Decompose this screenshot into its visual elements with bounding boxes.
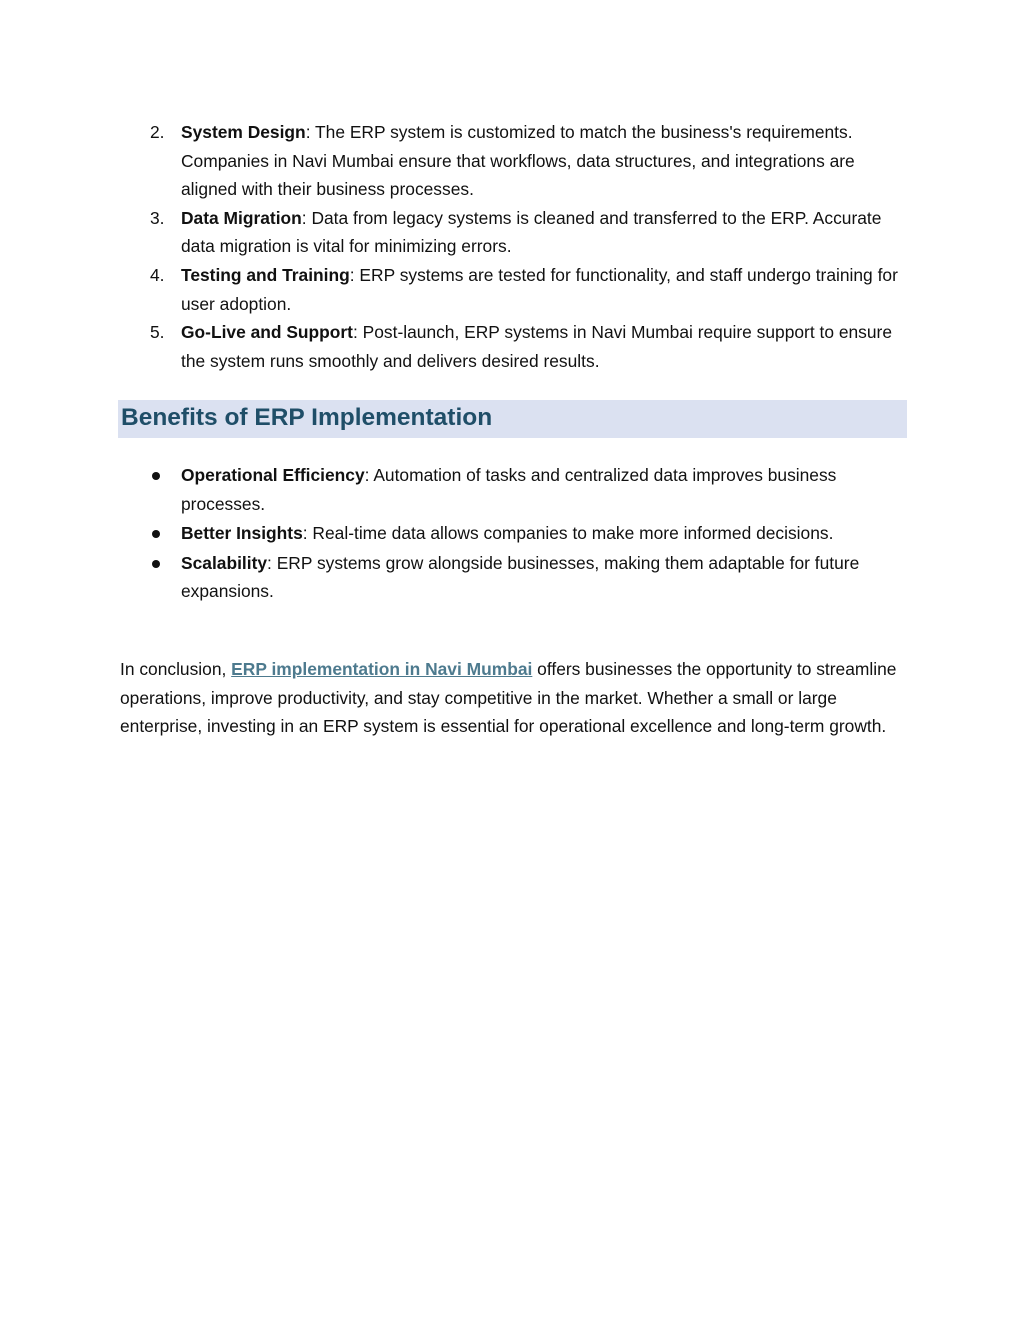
step-term: Testing and Training: [181, 264, 350, 285]
step-number: 3.: [150, 207, 165, 228]
bullet-icon: [152, 530, 160, 538]
benefit-description: : ERP systems grow alongside businesses, making them adaptable for future expansions.: [181, 552, 860, 602]
benefit-item-scalability: [120, 549, 910, 606]
conclusion-paragraph: [120, 655, 910, 741]
bullet-icon: [152, 472, 160, 480]
benefit-term: Scalability: [181, 552, 268, 573]
erp-implementation-link[interactable]: ERP implementation in Navi Mumbai: [231, 659, 533, 679]
step-description: : ERP systems are tested for functionality, and staff undergo training for user adoption.: [181, 264, 898, 314]
conclusion-text-end: offers businesses the opportunity to streamline operations, improve productivity, and stay competitive in the market. Whether a small or large enterprise, investing in an ERP system is essential for operational excellence and long-term growth.: [120, 659, 897, 737]
step-number: 2.: [150, 122, 165, 142]
benefit-item-better-insights: [120, 519, 910, 548]
step-description: : The ERP system is customized to match the business's requirements. Companies in Navi Mumbai ensure that workflows, data structures, and integrations are aligned with their business processes.: [181, 122, 855, 200]
step-term: Go-Live and Support: [181, 322, 353, 343]
step-term: Data Migration: [181, 207, 302, 228]
step-term: System Design: [181, 122, 306, 142]
step-item-data-migration: [120, 204, 910, 261]
benefits-heading: Benefits of ERP Implementation: [118, 400, 907, 438]
bullet-icon: [152, 560, 160, 568]
benefit-description: : Real-time data allows companies to make more informed decisions.: [302, 523, 834, 544]
step-number: 5.: [150, 322, 165, 343]
conclusion-text-start: In conclusion,: [120, 659, 232, 679]
benefit-item-operational-efficiency: [120, 461, 910, 518]
benefit-description: : Automation of tasks and centralized data improves business processes.: [181, 465, 837, 514]
step-description: : Data from legacy systems is cleaned and transferred to the ERP. Accurate data migration is vital for minimizing errors.: [181, 207, 882, 257]
step-item-system-design: [120, 118, 910, 204]
step-item-go-live-support: [120, 318, 910, 375]
implementation-steps-list: [120, 118, 910, 375]
benefit-term: Better Insights: [181, 523, 303, 544]
step-number: 4.: [150, 264, 165, 285]
benefits-list: [120, 461, 910, 606]
benefit-term: Operational Efficiency: [181, 465, 365, 485]
step-description: : Post-launch, ERP systems in Navi Mumbai require support to ensure the system runs smoothly and delivers desired results.: [181, 322, 893, 371]
step-item-testing-training: [120, 261, 910, 318]
